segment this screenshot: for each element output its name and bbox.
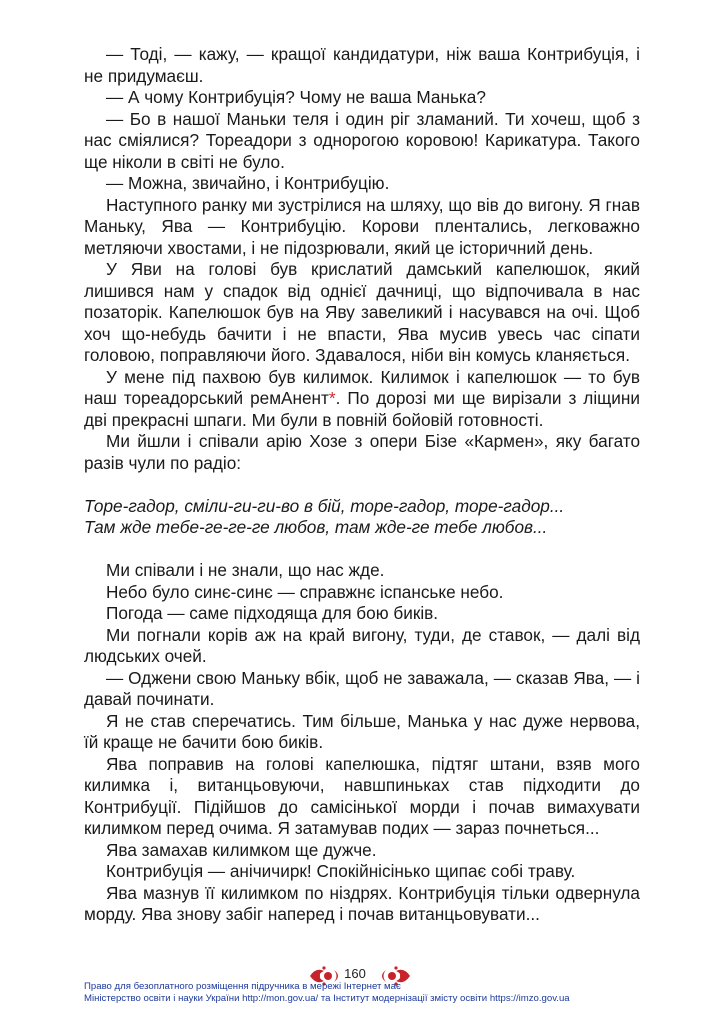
license-notice-line[interactable]: Міністерство освіти і науки України http://mon.gov.ua/ та Інститут модернізації змісту освіти https://imzo.gov.ua (84, 993, 570, 1004)
paragraph: Ми йшли і співали арію Хозе з опери Бізе «Кармен», яку багато разів чули по радіо: (84, 431, 640, 473)
paragraph: — Бо в нашої Маньки теля і один ріг зламаний. Ти хочеш, щоб з нас сміялися? Тореадори з однорогою коровою! Карикатура. Такого ще ніколи в світі не було. (84, 108, 640, 172)
paragraph: Погода — саме підходяща для бою биків. (106, 603, 439, 623)
paragraph: Ява мазнув її килимком по ніздрях. Контрибуція тільки одвернула морду. Ява знову забіг наперед і почав витанцьовувати... (84, 882, 640, 924)
paragraph-text: У мене під пахвою був килимок. Килимок і капелюшок — то був наш тореадорський ремАнент (84, 366, 640, 408)
paragraph: Ми погнали корів аж на край вигону, туди, де ставок, — далі від людських очей. (84, 624, 640, 666)
page-number: 160 (338, 966, 372, 982)
license-notice-line: Право для безоплатного розміщення підручника в мережі Інтернет має (84, 981, 401, 992)
paragraph: Я не став сперечатись. Тим більше, Манька у нас дуже нервова, їй краще не бачити бою биків. (84, 710, 640, 752)
paragraph: — Тоді, — кажу, — кращої кандидатури, ніж ваша Контрибуція, і не придумаєш. (84, 44, 640, 86)
footnote-asterisk[interactable]: * (328, 388, 336, 408)
song-line: Там жде тебе-ге-ге-ге любов, там жде-ге тебе любов... (84, 517, 548, 537)
paragraph: Контрибуція — анічичирк! Спокійнісінько щипає собі траву. (106, 861, 576, 881)
paragraph: Ми співали і не знали, що нас жде. (106, 560, 385, 580)
paragraph: Ява поправив на голові капелюшка, підтяг штани, взяв мого килимка і, витанцьовуючи, навшпиньках став підходити до Контрибуції. Підійшов до самісінької морди і почав вимахувати килимком перед очима. Я затамував подих — зараз почнеться... (84, 753, 640, 838)
spacer (84, 474, 640, 496)
paragraph: — А чому Контрибуція? Чому не ваша Манька? (106, 87, 486, 107)
paragraph: Ява замахав килимком ще дужче. (106, 839, 377, 860)
paragraph-text: . По дорозі ми ще вирізали з ліщини дві прекрасні шпаги. Ми були в повній бойовій готовності. (84, 388, 640, 430)
paragraph: — Можна, звичайно, і Контрибуцію. (106, 173, 390, 193)
book-page-text (84, 44, 640, 926)
paragraph: — Оджени свою Маньку вбік, щоб не заважала, — сказав Ява, — і давай починати. (84, 667, 640, 709)
page-footer (0, 962, 704, 1024)
spacer (84, 539, 640, 561)
paragraph: У Яви на голові був крислатий дамський капелюшок, який лишився нам у спадок від однієї дачниці, що відпочивала в нас позаторік. Капелюшок був на Яву завеликий і насувався на очі. Щоб хоч що-небудь бачити і не впасти, Ява мусив увесь час сіпати головою, поправляючи його. Здавалося, ніби він комусь кланяється. (84, 259, 640, 365)
paragraph-remanent (84, 367, 640, 432)
song-line: Торе-гадор, сміли-ги-ги-во в бій, торе-гадор, торе-гадор... (84, 495, 565, 516)
paragraph: Небо було синє-синє — справжнє іспанське небо. (106, 581, 504, 602)
paragraph: Наступного ранку ми зустрілися на шляху, що вів до вигону. Я гнав Маньку, Ява — Контрибуцію. Корови плентались, легковажно метляючи хвостами, і не підозрювали, який це історичний день. (84, 194, 640, 258)
